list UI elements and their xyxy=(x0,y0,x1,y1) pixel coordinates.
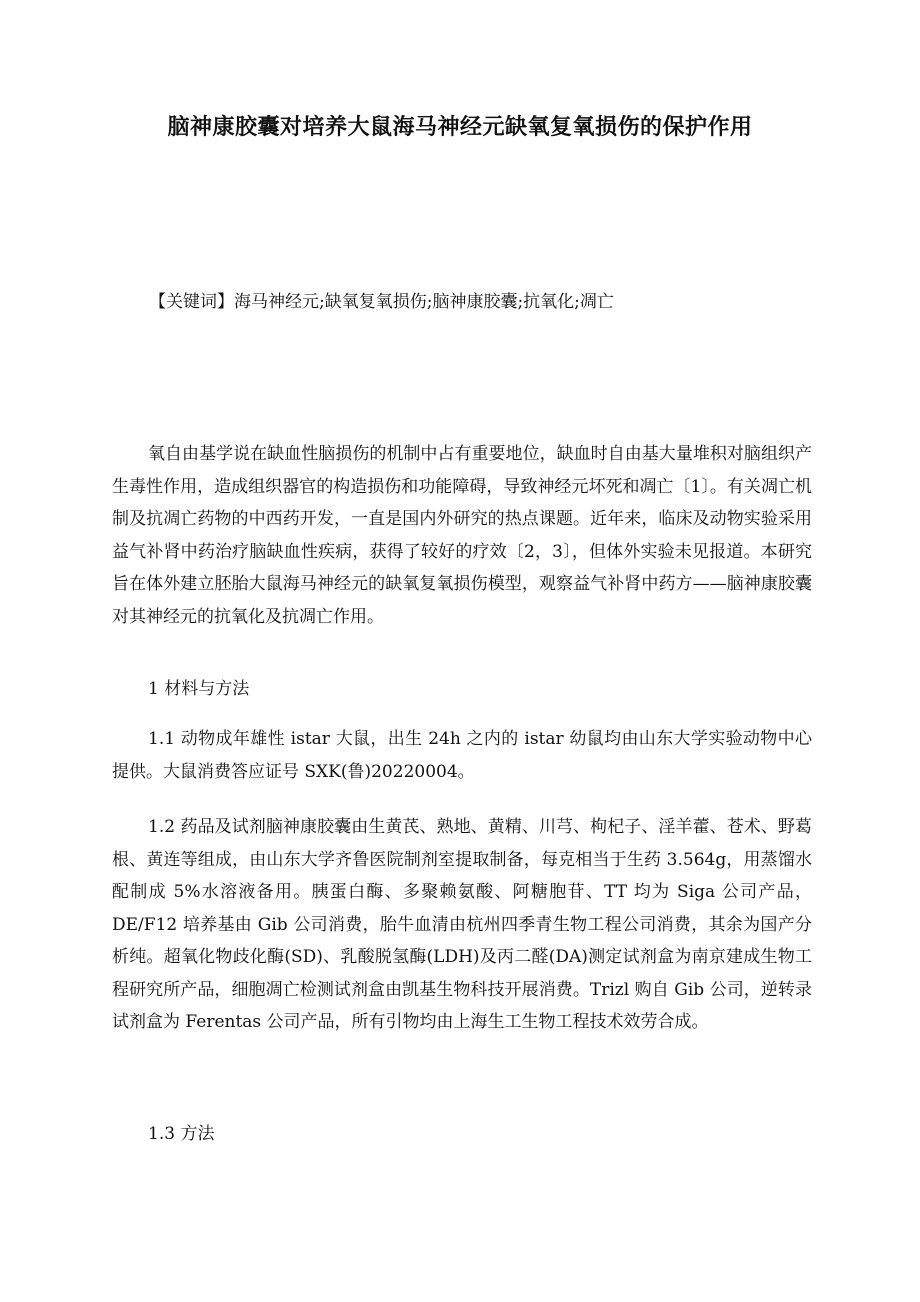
keywords-line: 【关键词】海马神经元;缺氧复氧损伤;脑神康胶囊;抗氧化;凋亡 xyxy=(149,292,614,312)
drugs-reagents-paragraph: 1.2 药品及试剂脑神康胶囊由生黄芪、熟地、黄精、川芎、枸杞子、淫羊藿、苍术、野葛根、黄连等组成，由山东大学齐鲁医院制剂室提取制备，每克相当于生药 3.564g，用蒸馏水配制成 5%水溶液备用。胰蛋白酶、多聚赖氨酸、阿糖胞苷、TT 均为 Siga 公司产品，DE/F12 培养基由 Gib 公司消费，胎牛血清由杭州四季青生物工程公司消费，其余为国产分析纯。超氧化物歧化酶(SD)、乳酸脱氢酶(LDH)及丙二醛(DA)测定试剂盒为南京建成生物工程研究所产品，细胞凋亡检测试剂盒由凯基生物科技开展消费。Trizl 购自 Gib 公司，逆转录试剂盒为 Ferentas 公司产品，所有引物均由上海生工生物工程技术效劳合成。 xyxy=(112,817,812,1032)
animals-paragraph: 1.1 动物成年雄性 istar 大鼠，出生 24h 之内的 istar 幼鼠均由山东大学实验动物中心提供。大鼠消费答应证号 SXK(鲁)20220004。 xyxy=(112,729,812,782)
section-heading-methods: 1.3 方法 xyxy=(148,1124,215,1144)
intro-paragraph: 氧自由基学说在缺血性脑损伤的机制中占有重要地位，缺血时自由基大量堆积对脑组织产生毒性作用，造成组织器官的构造损伤和功能障碍，导致神经元坏死和凋亡〔1〕。有关凋亡机制及抗凋亡药物的中西药开发，一直是国内外研究的热点课题。近年来，临床及动物实验采用益气补肾中药治疗脑缺血性疾病，获得了较好的疗效〔2，3〕，但体外实验未见报道。本研究旨在体外建立胚胎大鼠海马神经元的缺氧复氧损伤模型，观察益气补肾中药方——脑神康胶囊对其神经元的抗氧化及抗凋亡作用。 xyxy=(112,444,812,627)
section-heading-materials-methods: 1 材料与方法 xyxy=(148,679,250,699)
document-title: 脑神康胶囊对培养大鼠海马神经元缺氧复氧损伤的保护作用 xyxy=(167,115,753,140)
